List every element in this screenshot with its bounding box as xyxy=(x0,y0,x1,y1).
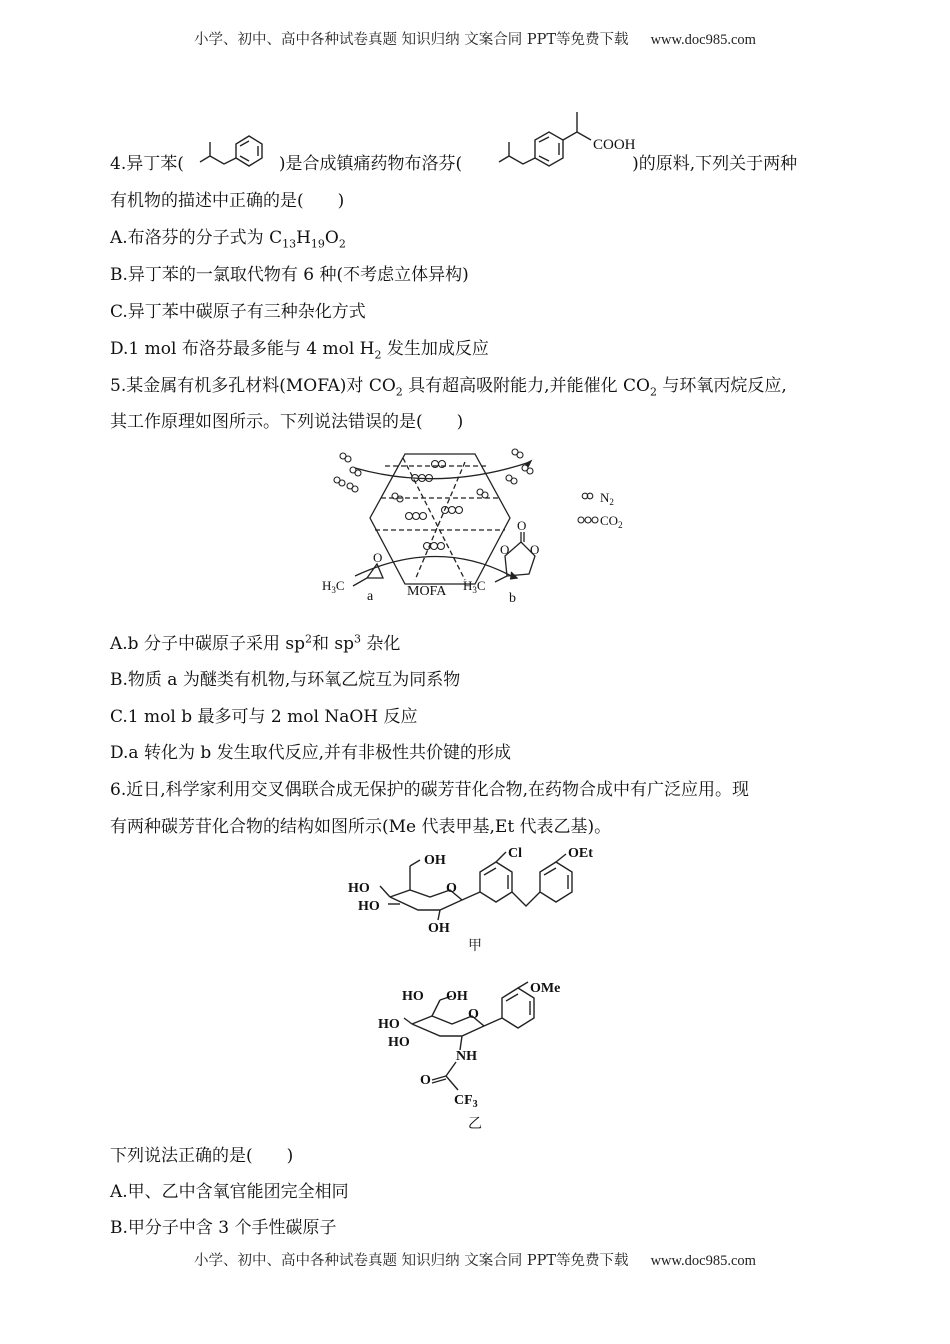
yi-carbonyl-o: O xyxy=(420,1073,431,1088)
q4-a-h: H xyxy=(296,228,311,248)
q4-a-text: A.布洛芬的分子式为 C xyxy=(110,228,283,248)
compound-yi-structure xyxy=(370,978,610,1132)
a-h3c-c: C xyxy=(335,578,345,593)
q5-a-text: A.b 分子中碳原子采用 sp xyxy=(110,634,305,654)
q4-option-d[interactable] xyxy=(110,338,489,360)
a-h3c: H xyxy=(322,578,332,593)
jia-ring-o: O xyxy=(446,881,457,896)
q6-stem-line1: 6.近日,科学家利用交叉偶联合成无保护的碳芳苷化合物,在药物合成中有广泛应用。现 xyxy=(110,780,750,800)
page-footer xyxy=(0,1249,950,1270)
isobutylbenzene-structure xyxy=(196,118,288,178)
ibuprofen-cooh-label: COOH xyxy=(593,137,636,153)
yi-ring-o: O xyxy=(468,1007,479,1022)
q4-d-post: 发生加成反应 xyxy=(381,339,489,359)
legend-n2-sub: 2 xyxy=(609,497,614,507)
b-oxygen-3: O xyxy=(517,518,527,533)
q5-a-sup2: 3 xyxy=(354,632,361,646)
q5-a-post: 杂化 xyxy=(361,634,401,654)
jia-ho2: HO xyxy=(358,899,380,914)
q6-option-a[interactable]: A.甲、乙中含氧官能团完全相同 xyxy=(110,1182,349,1202)
q4-stem-c: )的原料,下列关于两种 xyxy=(632,154,798,174)
yi-cf3-sub: 3 xyxy=(472,1099,478,1110)
svg-text:CO2 xyxy=(600,513,623,530)
footer-text: 小学、初中、高中各种试卷真题 知识归纳 文案合同 PPT等免费下载 xyxy=(194,1253,629,1269)
b-h3c-sub: 3 xyxy=(472,585,477,595)
yi-label: 乙 xyxy=(468,1117,482,1132)
q5-stem-b: 具有超高吸附能力,并能催化 CO xyxy=(402,376,650,396)
b-oxygen-2: O xyxy=(530,542,540,557)
q6-stem-line2: 有两种碳芳苷化合物的结构如图所示(Me 代表甲基,Et 代表乙基)。 xyxy=(110,817,612,837)
svg-text:N2 xyxy=(600,490,614,507)
jia-label: 甲 xyxy=(468,939,482,954)
svg-text:H3C xyxy=(463,578,486,595)
q4-stem-a: 4.异丁苯( xyxy=(110,154,184,174)
legend-n2: N xyxy=(600,490,610,505)
jia-oh1: OH xyxy=(424,853,446,868)
q4-option-b[interactable]: B.异丁苯的一氯取代物有 6 种(不考虑立体异构) xyxy=(110,265,469,285)
q5-stem-c: 与环氧丙烷反应, xyxy=(656,376,787,396)
label-a: a xyxy=(367,589,374,604)
q5-a-mid: 和 sp xyxy=(311,634,354,654)
yi-ome: OMe xyxy=(530,981,561,996)
svg-text:CF3 xyxy=(454,1093,478,1110)
yi-ho1: HO xyxy=(402,989,424,1004)
jia-oh2: OH xyxy=(428,921,450,936)
q5-a-sup1: 2 xyxy=(304,632,312,646)
q5-option-a[interactable] xyxy=(110,633,400,655)
q4-stem-line2: 有机物的描述中正确的是( ) xyxy=(110,191,345,211)
legend-co2: CO xyxy=(600,513,619,528)
a-h3c-sub: 3 xyxy=(331,585,336,595)
q4-d-text: D.1 mol 布洛芬最多能与 4 mol H xyxy=(110,339,375,359)
svg-text:H3C xyxy=(322,578,345,595)
q4-a-sub1: 13 xyxy=(282,237,297,251)
q4-a-sub2: 19 xyxy=(310,237,325,251)
page-header xyxy=(0,28,950,49)
q4-a-sub3: 2 xyxy=(338,237,346,251)
b-h3c: H xyxy=(463,578,473,593)
label-b: b xyxy=(509,591,516,606)
q5-stem-line1 xyxy=(110,375,787,397)
header-site[interactable]: www.doc985.com xyxy=(650,32,756,48)
q5-stem-a: 5.某金属有机多孔材料(MOFA)对 CO xyxy=(110,376,396,396)
q4-option-c[interactable]: C.异丁苯中碳原子有三种杂化方式 xyxy=(110,302,366,322)
yi-ho3: HO xyxy=(388,1035,410,1050)
yi-oh1: OH xyxy=(446,989,468,1004)
legend-co2-sub: 2 xyxy=(618,520,623,530)
b-h3c-c: C xyxy=(476,578,486,593)
mofa-diagram xyxy=(315,438,655,610)
n2-flow-arrow xyxy=(355,462,530,479)
q5-option-d[interactable]: D.a 转化为 b 发生取代反应,并有非极性共价键的形成 xyxy=(110,743,512,763)
header-text: 小学、初中、高中各种试卷真题 知识归纳 文案合同 PPT等免费下载 xyxy=(194,32,629,48)
b-oxygen-1: O xyxy=(500,542,510,557)
ibuprofen-structure xyxy=(495,96,665,176)
q5-option-b[interactable]: B.物质 a 为醚类有机物,与环氧乙烷互为同系物 xyxy=(110,670,461,690)
q5-stem-sub1: 2 xyxy=(395,385,403,399)
q6-question: 下列说法正确的是( ) xyxy=(110,1146,294,1166)
q5-stem-line2: 其工作原理如图所示。下列说法错误的是( ) xyxy=(110,412,464,432)
a-oxygen: O xyxy=(373,550,383,565)
q4-a-o: O xyxy=(324,228,339,248)
q5-option-c[interactable]: C.1 mol b 最多可与 2 mol NaOH 反应 xyxy=(110,707,418,727)
q4-option-a[interactable] xyxy=(110,227,346,249)
q5-stem-sub2: 2 xyxy=(649,385,657,399)
jia-cl: Cl xyxy=(508,846,522,861)
yi-ho2: HO xyxy=(378,1017,400,1032)
q6-option-b[interactable]: B.甲分子中含 3 个手性碳原子 xyxy=(110,1218,337,1238)
footer-site[interactable]: www.doc985.com xyxy=(650,1253,756,1269)
yi-nh: NH xyxy=(456,1049,477,1064)
label-mofa: MOFA xyxy=(407,584,447,599)
q4-d-sub: 2 xyxy=(374,348,382,362)
yi-cf3: CF xyxy=(454,1093,473,1108)
compound-jia-structure xyxy=(340,842,630,954)
q4-stem-b: )是合成镇痛药物布洛芬( xyxy=(278,154,463,174)
jia-oet: OEt xyxy=(568,846,593,861)
jia-ho1: HO xyxy=(348,881,370,896)
